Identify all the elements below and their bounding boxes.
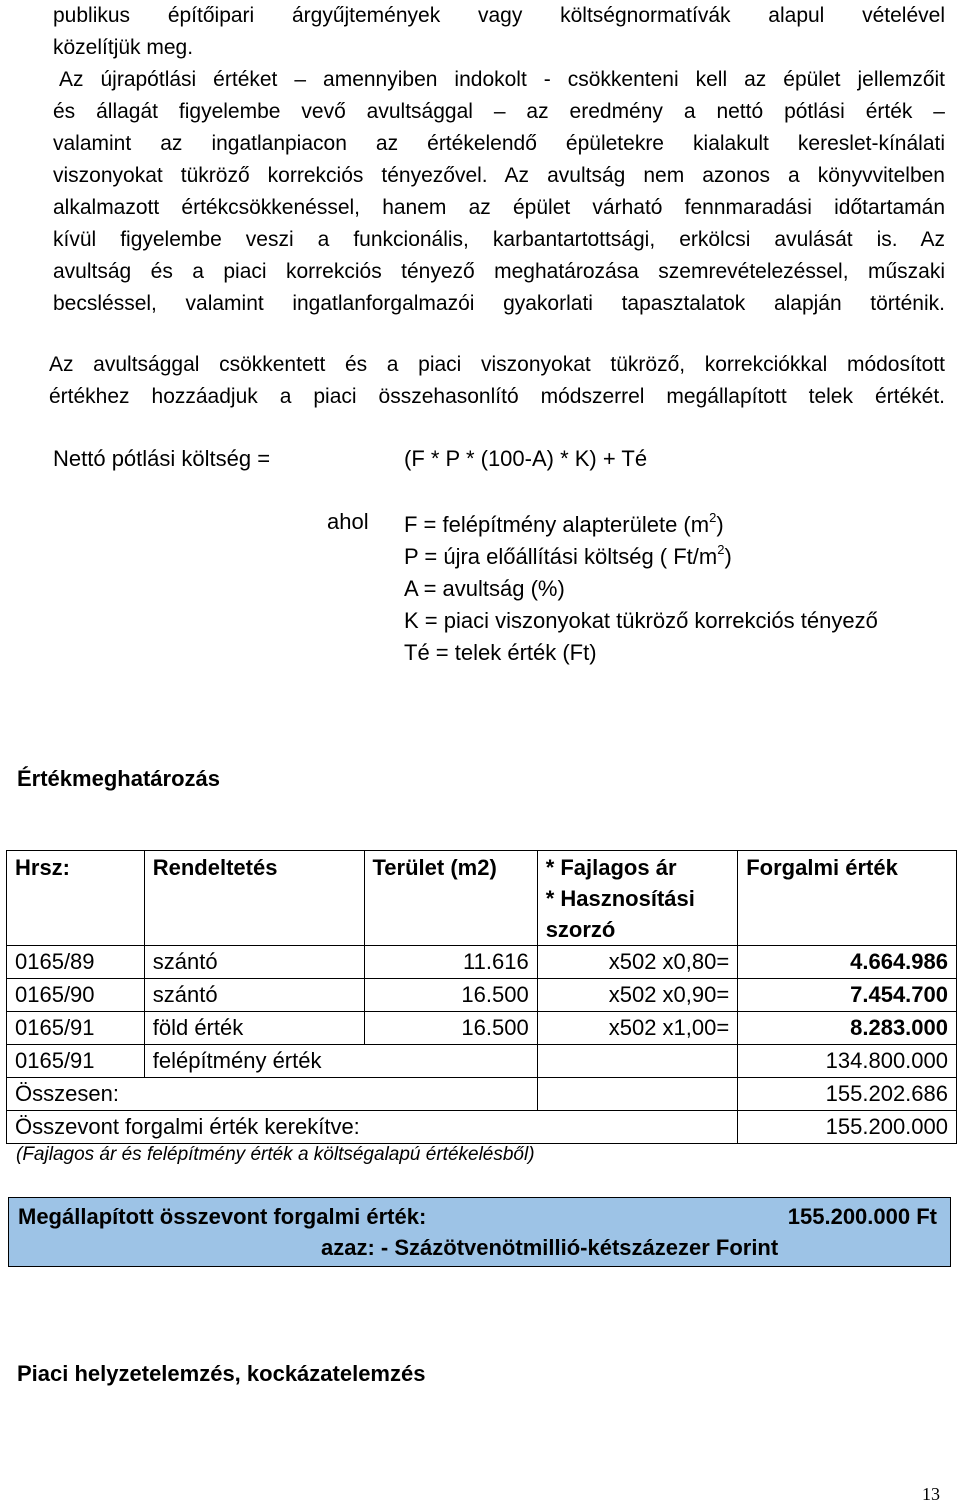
cell-rendeltetes: felépítmény érték	[144, 1045, 537, 1078]
cell-ertek: 7.454.700	[738, 979, 957, 1012]
cell-ertek: 134.800.000	[738, 1045, 957, 1078]
result-box	[8, 1197, 951, 1267]
cell-hrsz: 0165/91	[7, 1012, 145, 1045]
paragraph-line: Az újrapótlási értéket – amennyiben indokolt - csökkenteni kell az épület jellemzőit	[59, 68, 945, 91]
paragraph-line: értékhez hozzáadjuk a piaci összehasonlító módszerrel megállapított telek értékét.	[49, 385, 945, 408]
cell-szorzo: x502 x1,00=	[537, 1012, 738, 1045]
paragraph-line: alkalmazott értékcsökkenéssel, hanem az épület várható fennmaradási időtartamán	[53, 196, 945, 219]
total-value: 155.202.686	[738, 1078, 957, 1111]
cell-terulet: 16.500	[364, 1012, 537, 1045]
valuation-table	[6, 850, 957, 1144]
paragraph-line: kívül figyelembe veszi a funkcionális, karbantartottsági, erkölcsi avulását is. Az	[53, 228, 945, 251]
result-in-words: azaz: - Százötvenötmillió-kétszázezer Forint	[321, 1235, 779, 1260]
paragraph-line: viszonyokat tükröző korrekciós tényezővel. Az avultság nem azonos a könyvvitelben	[53, 164, 945, 187]
total-empty-cell	[537, 1078, 738, 1111]
header-forgalmi: Forgalmi érték	[738, 851, 957, 946]
cell-hrsz: 0165/90	[7, 979, 145, 1012]
total-label: Összesen:	[7, 1078, 538, 1111]
table-row	[7, 979, 957, 1012]
formula-where-label: ahol	[327, 509, 369, 534]
header-rendeltetes: Rendeltetés	[144, 851, 364, 946]
cell-szorzo	[537, 1045, 738, 1078]
paragraph-line: Az avultsággal csökkentett és a piaci viszonyokat tükröző, korrekciókkal módosított	[49, 353, 945, 376]
table-row	[7, 1045, 957, 1078]
table-row	[7, 946, 957, 979]
definition-k: K = piaci viszonyokat tükröző korrekciós tényező	[404, 608, 878, 633]
cell-terulet: 11.616	[364, 946, 537, 979]
paragraph-line: publikus építőipari árgyűjtemények vagy költségnormatívák alapul vételével	[53, 4, 945, 27]
paragraph-line: és állagát figyelembe vevő avultsággal – az eredmény a nettó pótlási érték –	[53, 100, 945, 123]
definition-a: A = avultság (%)	[404, 576, 565, 601]
definition-te: Té = telek érték (Ft)	[404, 640, 597, 665]
cell-ertek: 8.283.000	[738, 1012, 957, 1045]
section-heading-market-analysis: Piaci helyzetelemzés, kockázatelemzés	[17, 1361, 426, 1386]
cell-hrsz: 0165/91	[7, 1045, 145, 1078]
cell-hrsz: 0165/89	[7, 946, 145, 979]
cell-rendeltetes: szántó	[144, 946, 364, 979]
rounded-label: Összevont forgalmi érték kerekítve:	[7, 1111, 738, 1144]
paragraph-line: becsléssel, valamint ingatlanforgalmazói gyakorlati tapasztalatok alapján történik.	[53, 292, 945, 315]
rounded-value: 155.200.000	[738, 1111, 957, 1144]
cell-rendeltetes: föld érték	[144, 1012, 364, 1045]
result-value: 155.200.000 Ft	[787, 1204, 937, 1229]
header-terulet: Terület (m2)	[364, 851, 537, 946]
paragraph-replacement-cost	[53, 0, 945, 320]
paragraph-land-value	[49, 349, 945, 413]
table-total-row	[7, 1078, 957, 1111]
paragraph-line: avultság és a piaci korrekciós tényező meghatározása szemrevételezéssel, műszaki	[53, 260, 945, 283]
header-hrsz: Hrsz:	[7, 851, 145, 946]
cell-ertek: 4.664.986	[738, 946, 957, 979]
table-header-row	[7, 851, 957, 946]
paragraph-line: valamint az ingatlanpiacon az értékelendő épületekre kialakult kereslet-kínálati	[53, 132, 945, 155]
definition-p: P = újra előállítási költség ( $Ft/m^2$)	[404, 542, 732, 569]
result-label: Megállapított összevont forgalmi érték:	[18, 1204, 427, 1229]
page-number: 13	[922, 1484, 940, 1504]
cell-rendeltetes: szántó	[144, 979, 364, 1012]
cell-szorzo: x502 x0,90=	[537, 979, 738, 1012]
table-rounded-row	[7, 1111, 957, 1144]
table-footnote: (Fajlagos ár és felépítmény érték a költségalapú értékelésből)	[16, 1144, 535, 1165]
cell-szorzo: x502 x0,80=	[537, 946, 738, 979]
table-row	[7, 1012, 957, 1045]
definition-f: F = felépítmény alapterülete $(m^2)$	[404, 510, 724, 537]
formula-definitions	[404, 509, 878, 669]
header-fajlagos: * Fajlagos ár * Hasznosítási szorzó	[537, 851, 738, 946]
formula-expression: (F * P * (100-A) * K) + Té	[404, 446, 648, 471]
cell-terulet: 16.500	[364, 979, 537, 1012]
paragraph-line: közelítjük meg.	[53, 36, 194, 59]
section-heading-valuation: Értékmeghatározás	[17, 766, 220, 791]
formula-label: Nettó pótlási költség =	[53, 446, 271, 471]
